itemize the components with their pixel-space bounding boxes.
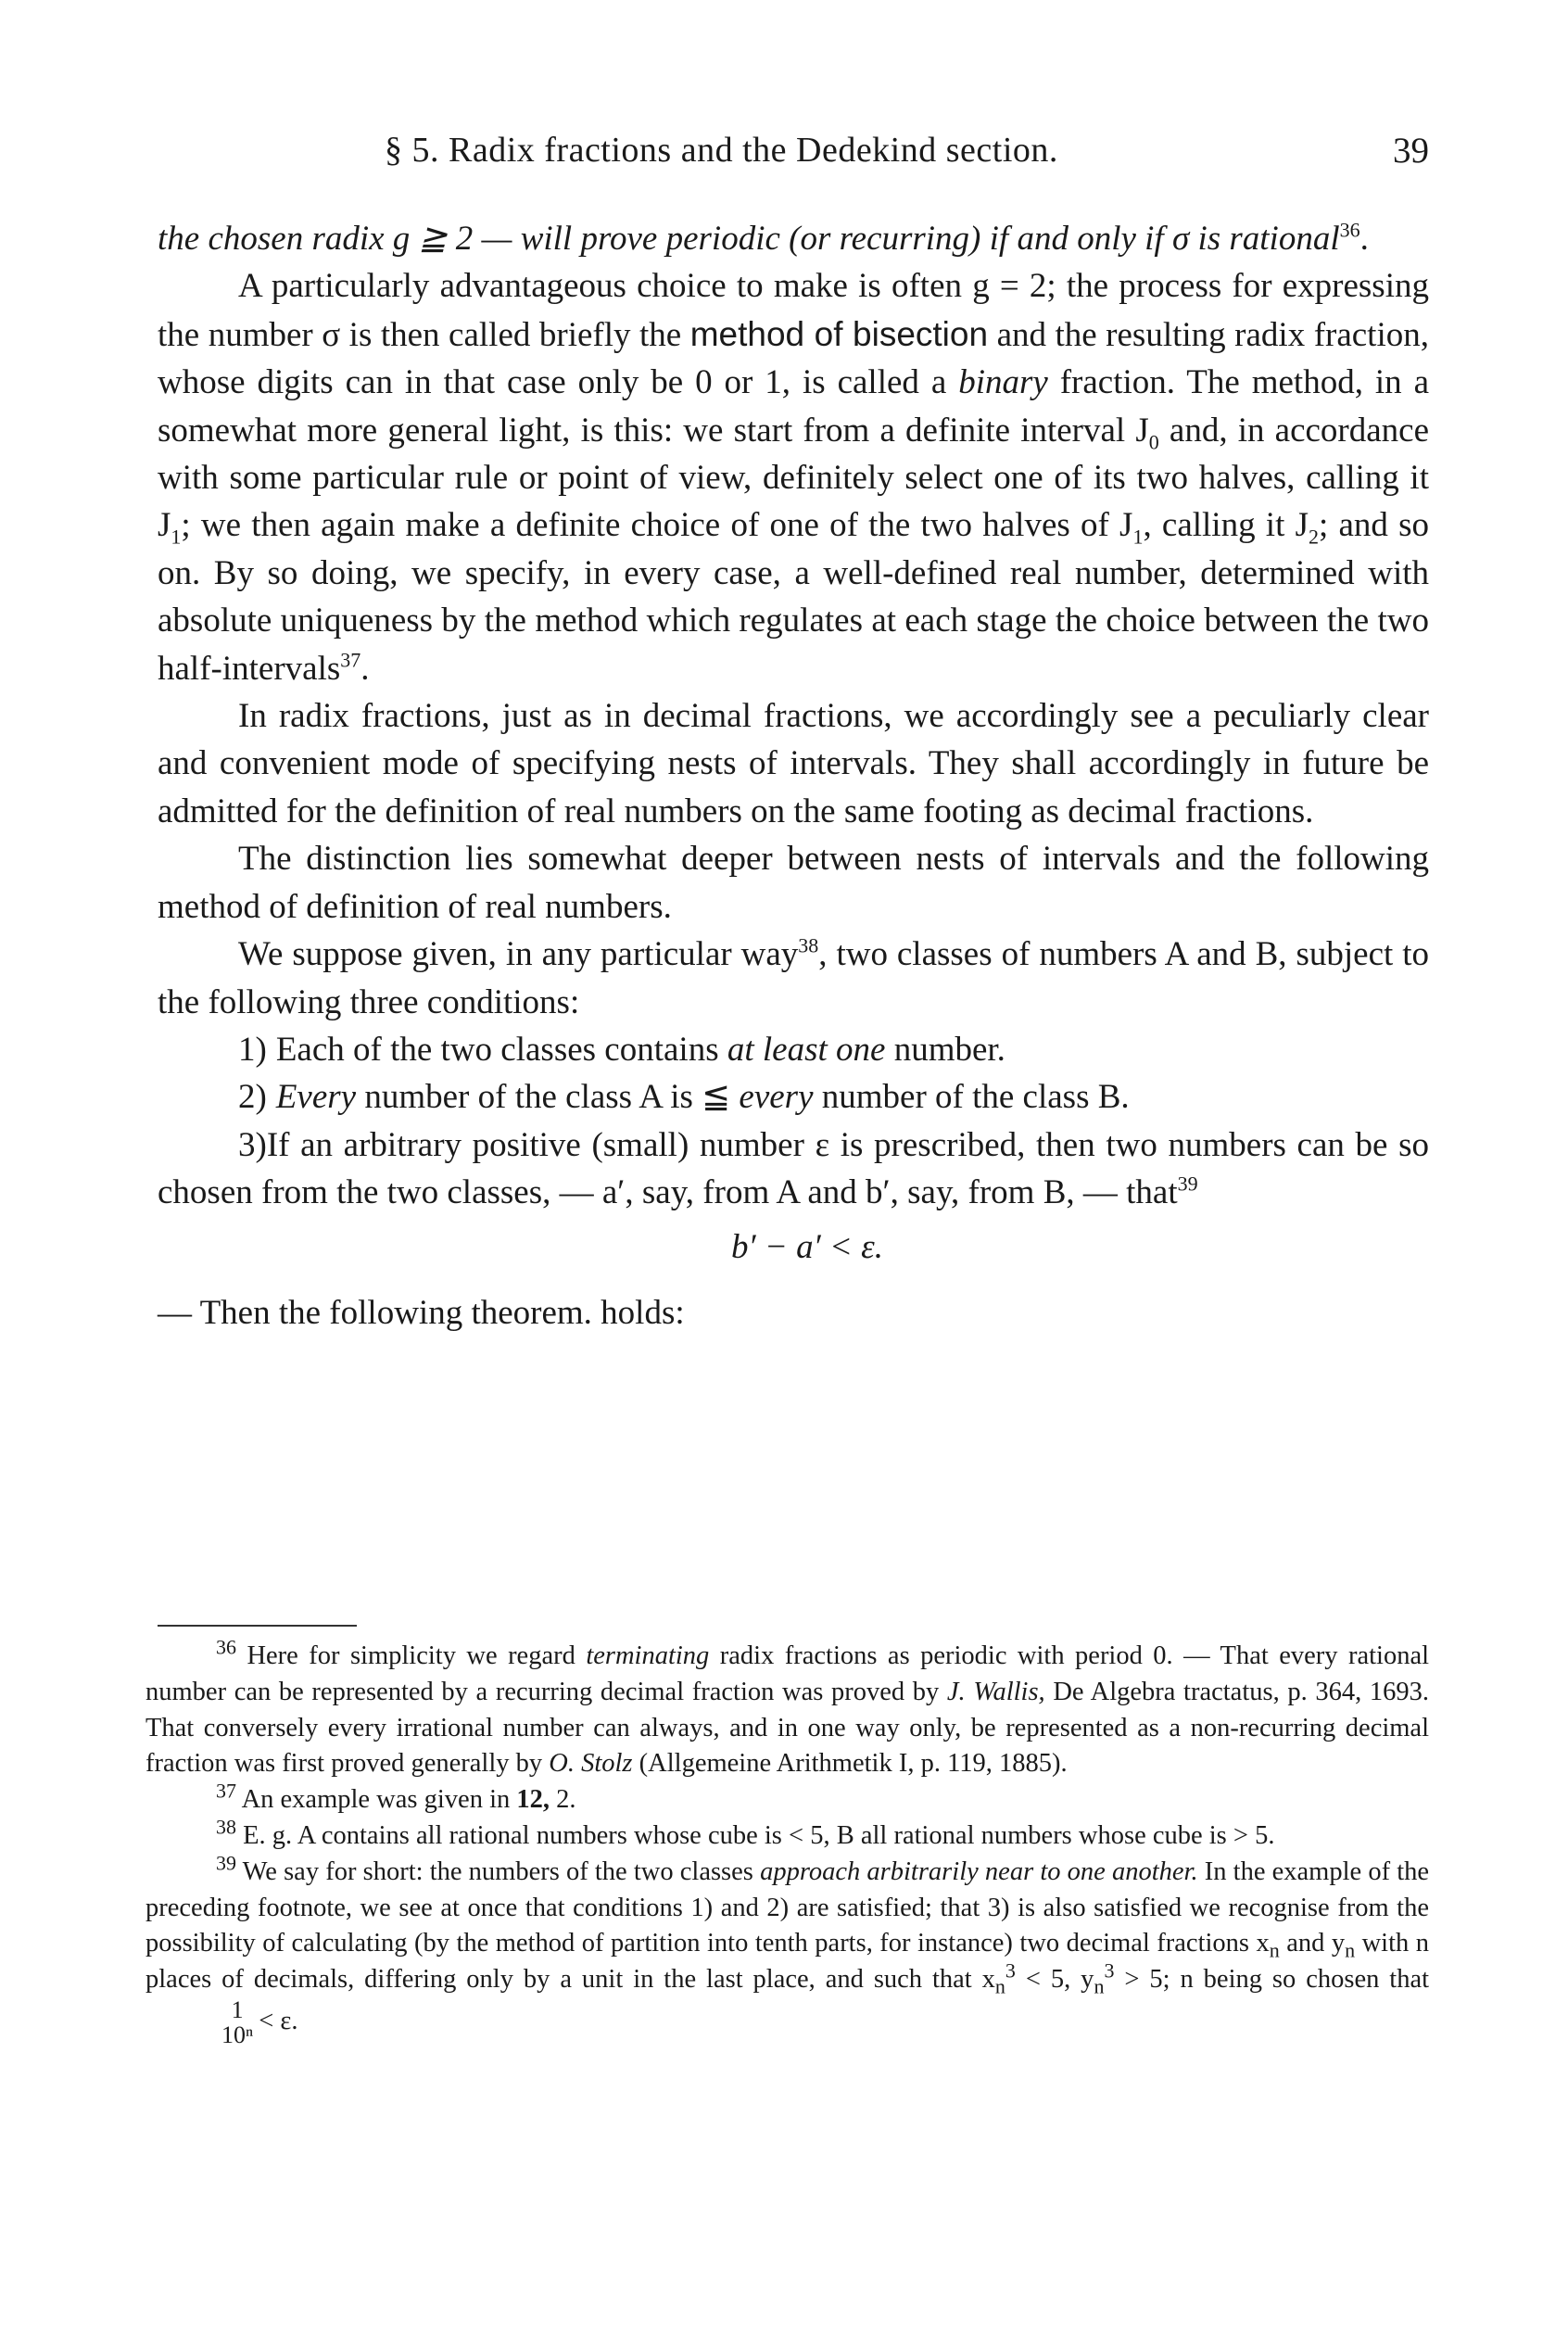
subscript-n: n [1269,1939,1280,1963]
condition-text: number of the class A is ≦ [364,1078,731,1117]
subscript-n: n [1094,1974,1105,1998]
paragraph-1-end: . [1359,220,1369,258]
footnote-text: De Algebra tractatus, p. 364, 1693. That conversely every irrational number can always, and in one way only, be represented as a non-recurring decimal fraction was first proved generally by [145,1677,1429,1779]
footnote-text: We say for short: the numbers of the two classes [242,1856,753,1886]
condition-1 [158,1026,1429,1073]
footnote-text: > 5; n being so chosen that [1124,1965,1430,1995]
footnote-marker: 38 [216,1815,236,1839]
footnote-ref-38: 38 [798,933,819,957]
subscript-0: 0 [1148,430,1159,454]
footnote-text: < 5, y [1025,1965,1094,1995]
fraction-denominator: 10ⁿ [221,2021,254,2048]
condition-emphasis: Every [275,1078,357,1117]
footnote-marker: 39 [216,1851,236,1875]
main-text [158,215,1429,1337]
footnote-text: In the example of the preceding footnote, we see at once that conditions 1) and 2) are satisfied; that 3) is also satisfied we recognise from the possibility of calculating (by the method of partition into tenth parts, for instance) two decimal fractions x [145,1856,1430,1958]
footnote-marker: 37 [216,1779,236,1803]
paragraph-5-text-b: , two classes of numbers A and B, subject to the following three conditions: [158,935,1429,1021]
fraction-numerator: 1 [231,1996,244,2023]
footnote-emphasis: terminating [586,1641,710,1670]
paragraph-2-text-b: and the resulting radix fraction, whose digits can in that case only be 0 or 1, is called a [158,315,1429,402]
paragraph-2-text-g: ; and so on. By so doing, we specify, in every case, a well-defined real number, determined with absolute uniqueness by the method which regulates at each stage the choice between the two half-intervals [158,506,1429,688]
condition-number: 1) [238,1030,267,1069]
paragraph-2-text-f: , calling it J [1143,506,1309,545]
footnote-marker: 36 [216,1635,236,1659]
condition-text: Each of the two classes contains [275,1030,719,1069]
footnote-text: An example was given in [241,1785,511,1815]
closing-line: — Then the following theorem. holds: [158,1293,685,1332]
subscript-1: 1 [1132,525,1144,549]
condition-number: 2) [238,1078,267,1117]
paragraph-2-text-a: A particularly advantageous choice to make is often g = 2; the process for expressing the number σ is then called briefly the [158,267,1429,354]
fraction [151,1998,253,2047]
paragraph-1-text: the chosen radix g ≧ 2 — will prove periodic (or recurring) if and only if σ is rational [158,220,1340,258]
condition-text: number. [893,1030,1005,1069]
footnote-rule [158,1625,357,1627]
paragraph-2-text-d: and, in accordance with some particular rule or point of view, definitely select one of its two halves, calling it J [158,411,1430,545]
footnote-ref-36: 36 [1339,218,1360,242]
footnote-text: 2. [556,1785,576,1815]
condition-text: number of the class B. [821,1078,1130,1117]
term-method-of-bisection: method of bisection [689,314,989,353]
footnotes [145,1635,1430,2048]
footnote-text: and y [1286,1929,1346,1958]
subscript-n: n [1345,1939,1356,1963]
condition-2 [158,1073,1429,1121]
footnote-36 [145,1635,1430,1782]
author-name: J. Wallis, [946,1677,1045,1706]
paragraph-2-text-e: ; we then again make a definite choice of one of the two halves of J [181,506,1133,545]
superscript-3: 3 [1005,1958,1016,1983]
subscript-2: 2 [1308,525,1319,549]
footnote-bold-ref: 12, [516,1785,550,1815]
footnote-ref-37: 37 [340,648,361,672]
condition-3 [158,1121,1429,1217]
running-head [385,130,1429,185]
paragraph-4: The distinction lies somewhat deeper between nests of intervals and the following method of definition of real numbers. [158,840,1429,926]
term-binary: binary [958,363,1048,402]
formula: b′ − a′ < ε. [731,1227,883,1266]
paragraph-5-text-a: We suppose given, in any particular way [238,935,799,974]
footnote-37 [145,1779,1429,1818]
condition-number: 3) [238,1125,267,1164]
paragraph-2-end: . [360,649,370,688]
footnote-text: (Allgemeine Arithmetik I, p. 119, 1885). [639,1749,1068,1779]
subscript-n: n [994,1974,1005,1998]
footnote-emphasis: approach arbitrarily near to one another. [760,1856,1198,1886]
condition-text: If an arbitrary positive (small) number ε is prescribed, then two numbers can be so chosen from the two classes, — a′, say, from A and b′, say, from B, — that [158,1125,1429,1212]
paragraph-3: In radix fractions, just as in decimal fractions, we accordingly see a peculiarly clear and convenient mode of specifying nests of intervals. They shall accordingly in future be admitted for the definition of real numbers on the same footing as decimal fractions. [158,697,1429,830]
paragraph-2-text-c: fraction. The method, in a somewhat more general light, is this: we start from a definite interval J [158,363,1430,450]
paragraph-5 [158,931,1429,1026]
condition-emphasis: at least one [727,1030,886,1069]
footnote-text: < ε. [259,2007,298,2036]
footnote-ref-39: 39 [1177,1172,1198,1196]
condition-emphasis: every [739,1078,814,1117]
page-number: 39 [1393,131,1429,171]
footnote-text: with n places of decimals, differing only by a unit in the last place, and such that x [145,1929,1429,1995]
footnote-text: radix fractions as periodic with period 0. — That every rational number can be represented by a recurring decimal fraction was proved by [145,1641,1430,1706]
superscript-3: 3 [1104,1958,1115,1983]
footnote-text: E. g. A contains all rational numbers whose cube is < 5, B all rational numbers whose cube is > 5. [243,1820,1275,1850]
footnote-text: Here for simplicity we regard [247,1641,575,1670]
paragraph-1 [158,215,1429,262]
footnote-39 [145,1851,1430,2048]
author-name: O. Stolz [549,1749,633,1779]
section-title: § 5. Radix fractions and the Dedekind section. [385,131,1058,170]
footnote-38 [145,1815,1429,1855]
paragraph-2 [158,262,1429,692]
subscript-1: 1 [171,525,182,549]
